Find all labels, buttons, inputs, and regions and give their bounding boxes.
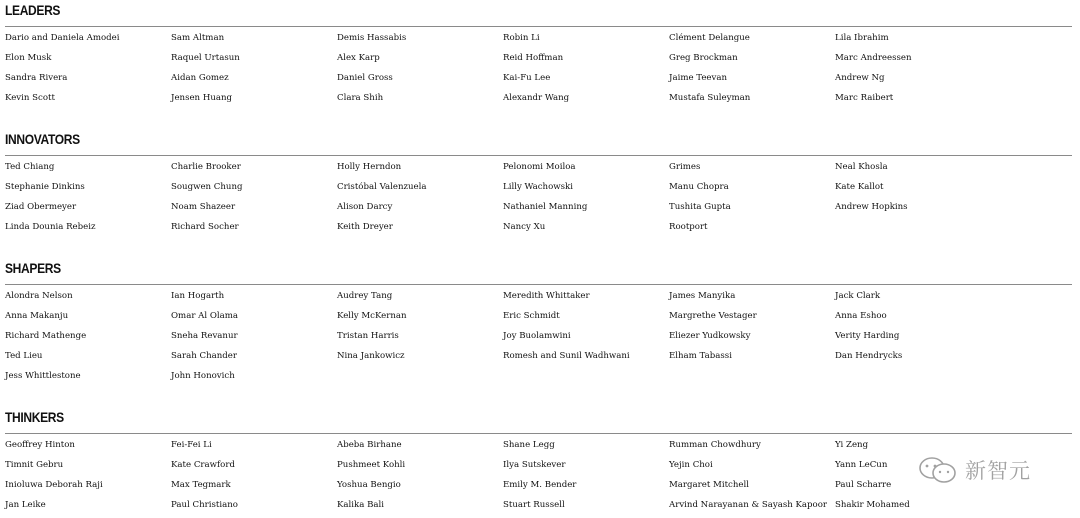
person-name[interactable]: Yann LeCun: [835, 460, 888, 471]
person-name[interactable]: Tristan Harris: [337, 331, 399, 342]
person-name[interactable]: Sougwen Chung: [171, 182, 243, 193]
person-name[interactable]: Grimes: [669, 162, 701, 172]
person-name[interactable]: Alexandr Wang: [503, 93, 570, 104]
person-name[interactable]: Stephanie Dinkins: [5, 182, 85, 193]
name-row: [5, 349, 1072, 363]
person-name[interactable]: Jensen Huang: [171, 93, 233, 104]
name-row: [5, 438, 1072, 452]
person-name[interactable]: Alondra Nelson: [5, 291, 73, 301]
person-name[interactable]: Arvind Narayanan & Sayash Kapoor: [669, 500, 828, 511]
person-name[interactable]: Rootport: [669, 222, 708, 233]
person-name[interactable]: Fei-Fei Li: [171, 440, 212, 450]
person-name[interactable]: Sneha Revanur: [171, 331, 238, 342]
section-title: LEADERS: [5, 2, 61, 18]
section-title: SHAPERS: [5, 260, 61, 276]
section-title: THINKERS: [5, 409, 64, 425]
person-name[interactable]: Nathaniel Manning: [503, 202, 588, 213]
section-divider: [5, 284, 1072, 285]
person-name[interactable]: Joy Buolamwini: [503, 331, 571, 342]
person-name[interactable]: Cristóbal Valenzuela: [337, 182, 427, 193]
person-name[interactable]: Tushita Gupta: [669, 202, 731, 213]
section-divider: [5, 26, 1072, 27]
person-name[interactable]: Marc Raibert: [835, 93, 894, 104]
name-row: [5, 31, 1072, 45]
person-name[interactable]: Geoffrey Hinton: [5, 440, 75, 450]
person-name[interactable]: Sandra Rivera: [5, 73, 68, 84]
person-name[interactable]: Linda Dounia Rebeiz: [5, 222, 96, 233]
section-shapers: [5, 258, 1072, 382]
person-name[interactable]: Kalika Bali: [337, 500, 385, 511]
person-name[interactable]: Lilly Wachowski: [503, 182, 573, 193]
person-name[interactable]: Eric Schmidt: [503, 311, 560, 322]
person-name[interactable]: Keith Dreyer: [337, 222, 393, 233]
person-name[interactable]: Kate Crawford: [171, 460, 235, 471]
person-name[interactable]: Sam Altman: [171, 33, 225, 43]
watermark-text: 新智元: [965, 459, 1031, 483]
person-name[interactable]: Dan Hendrycks: [835, 351, 903, 362]
section-title: INNOVATORS: [5, 131, 80, 147]
person-name[interactable]: Jack Clark: [835, 291, 881, 301]
person-name[interactable]: Pushmeet Kohli: [337, 460, 406, 471]
person-name[interactable]: Elham Tabassi: [669, 351, 732, 362]
person-name[interactable]: Greg Brockman: [669, 53, 738, 64]
person-name[interactable]: Verity Harding: [835, 331, 900, 342]
person-name[interactable]: Clara Shih: [337, 93, 384, 104]
name-row: [5, 200, 1072, 214]
person-name[interactable]: Richard Mathenge: [5, 331, 87, 342]
person-name[interactable]: Neal Khosla: [835, 162, 888, 172]
section-leaders: [5, 0, 1072, 104]
wechat-icon: [917, 455, 959, 485]
person-name[interactable]: Audrey Tang: [337, 291, 393, 301]
name-row: [5, 91, 1072, 105]
name-row: [5, 458, 1072, 472]
person-name[interactable]: Ilya Sutskever: [503, 460, 566, 471]
person-name[interactable]: Paul Christiano: [171, 500, 238, 511]
name-row: [5, 51, 1072, 65]
person-name[interactable]: Reid Hoffman: [503, 53, 564, 64]
person-name[interactable]: Kai-Fu Lee: [503, 73, 551, 84]
person-name[interactable]: Anna Makanju: [5, 311, 69, 322]
person-name[interactable]: Pelonomi Moiloa: [503, 162, 576, 172]
person-name[interactable]: Yejin Choi: [669, 460, 713, 471]
person-name[interactable]: John Honovich: [171, 371, 235, 382]
name-row: [5, 498, 1072, 512]
person-name[interactable]: Raquel Urtasun: [171, 53, 240, 64]
watermark: [917, 453, 1057, 487]
person-name[interactable]: Sarah Chander: [171, 351, 237, 362]
person-name[interactable]: Yi Zeng: [835, 440, 869, 450]
person-name[interactable]: Margrethe Vestager: [669, 311, 757, 322]
person-name[interactable]: Alison Darcy: [337, 202, 393, 213]
person-name[interactable]: Anna Eshoo: [835, 311, 887, 322]
person-name[interactable]: Emily M. Bender: [503, 480, 577, 491]
person-name[interactable]: Shakir Mohamed: [835, 500, 910, 511]
person-name[interactable]: Jess Whittlestone: [5, 371, 81, 382]
name-row: [5, 369, 1072, 383]
person-name[interactable]: Jaime Teevan: [669, 73, 728, 84]
person-name[interactable]: Alex Karp: [337, 53, 380, 64]
person-name[interactable]: Paul Scharre: [835, 480, 892, 491]
person-name[interactable]: Meredith Whittaker: [503, 291, 590, 301]
name-row: [5, 160, 1072, 174]
person-name[interactable]: Eliezer Yudkowsky: [669, 331, 751, 342]
person-name[interactable]: Dario and Daniela Amodei: [5, 33, 120, 43]
name-row: [5, 478, 1072, 492]
person-name[interactable]: Omar Al Olama: [171, 311, 239, 322]
person-name[interactable]: Robin Li: [503, 33, 540, 43]
name-row: [5, 309, 1072, 323]
person-name[interactable]: Demis Hassabis: [337, 33, 407, 43]
section-divider: [5, 433, 1072, 434]
person-name[interactable]: Kelly McKernan: [337, 311, 407, 322]
person-name[interactable]: Andrew Hopkins: [835, 202, 908, 213]
person-name[interactable]: Yoshua Bengio: [337, 480, 401, 491]
person-name[interactable]: Abeba Birhane: [337, 440, 402, 450]
person-name[interactable]: Kate Kallot: [835, 182, 884, 193]
person-name[interactable]: Noam Shazeer: [171, 202, 236, 213]
person-name[interactable]: Nancy Xu: [503, 222, 546, 233]
person-name[interactable]: Richard Socher: [171, 222, 239, 233]
person-name[interactable]: Max Tegmark: [171, 480, 231, 491]
name-row: [5, 71, 1072, 85]
person-name[interactable]: Nina Jankowicz: [337, 351, 405, 362]
section-innovators: [5, 129, 1072, 233]
person-name[interactable]: Inioluwa Deborah Raji: [5, 480, 103, 491]
person-name[interactable]: Aidan Gomez: [171, 73, 229, 84]
person-name[interactable]: Mustafa Suleyman: [669, 93, 751, 104]
name-row: [5, 289, 1072, 303]
person-name[interactable]: Marc Andreessen: [835, 53, 912, 64]
person-name[interactable]: Lila Ibrahim: [835, 33, 889, 43]
person-name[interactable]: Ziad Obermeyer: [5, 202, 77, 213]
person-name[interactable]: Holly Herndon: [337, 162, 402, 172]
person-name[interactable]: Romesh and Sunil Wadhwani: [503, 351, 630, 362]
person-name[interactable]: Elon Musk: [5, 53, 52, 64]
person-name[interactable]: Margaret Mitchell: [669, 480, 749, 491]
name-row: [5, 329, 1072, 343]
person-name[interactable]: Clément Delangue: [669, 33, 750, 43]
person-name[interactable]: Andrew Ng: [835, 73, 885, 84]
person-name[interactable]: James Manyika: [669, 291, 736, 301]
person-name[interactable]: Timnit Gebru: [5, 460, 64, 471]
section-divider: [5, 155, 1072, 156]
person-name[interactable]: Stuart Russell: [503, 500, 565, 511]
name-row: [5, 180, 1072, 194]
name-row: [5, 220, 1072, 234]
person-name[interactable]: Daniel Gross: [337, 73, 393, 84]
person-name[interactable]: Jan Leike: [5, 500, 46, 511]
person-name[interactable]: Kevin Scott: [5, 93, 55, 104]
person-name[interactable]: Ted Chiang: [5, 162, 55, 172]
person-name[interactable]: Rumman Chowdhury: [669, 440, 761, 450]
person-name[interactable]: Manu Chopra: [669, 182, 729, 193]
person-name[interactable]: Shane Legg: [503, 440, 555, 450]
person-name[interactable]: Charlie Brooker: [171, 162, 241, 172]
person-name[interactable]: Ian Hogarth: [171, 291, 225, 301]
person-name[interactable]: Ted Lieu: [5, 351, 43, 362]
